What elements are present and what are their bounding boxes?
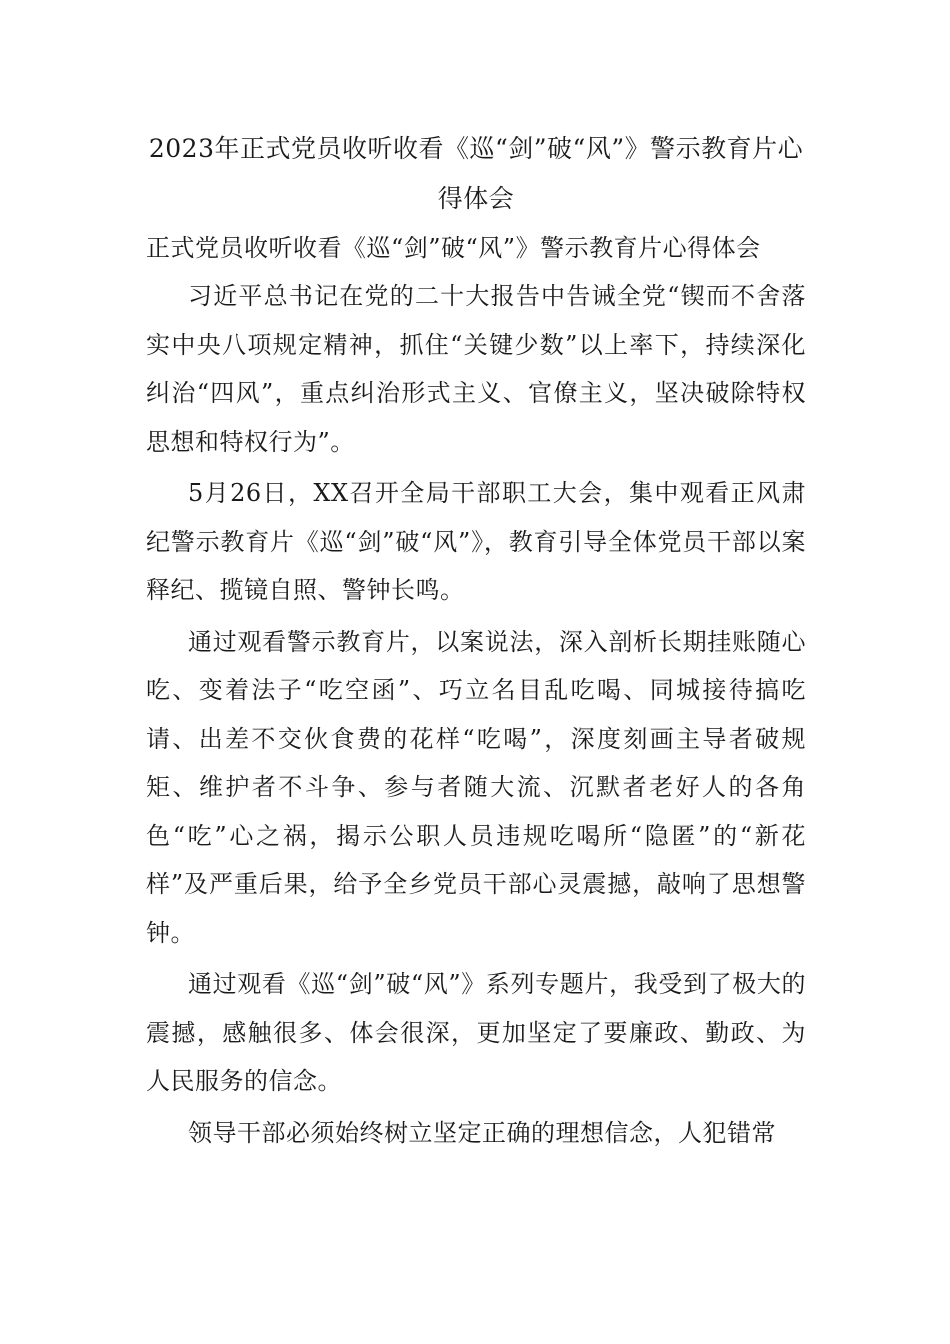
paragraph-3: 通过观看警示教育片，以案说法，深入剖析长期挂账随心吃、变着法子“吃空函”、巧立名目乱吃喝、同城接待搞吃请、出差不交伙食费的花样“吃喝”，深度刻画主导者破规矩、维护者不斗争、参与者随大流、沉默者老好人的各角色“吃”心之祸，揭示公职人员违规吃喝所“隐匿”的“新花样”及严重后果，给予全乡党员干部心灵震撼，敲响了思想警钟。 xyxy=(146,627,806,947)
paragraph-5: 领导干部必须始终树立坚定正确的理想信念，人犯错常 xyxy=(188,1118,776,1147)
document-title: 2023年正式党员收听收看《巡“剑”破“风”》警示教育片心得体会 xyxy=(148,134,804,213)
paragraph-2: 5月26日，XX召开全局干部职工大会，集中观看正风肃纪警示教育片《巡“剑”破“风”》，教育引导全体党员干部以案释纪、揽镜自照、警钟长鸣。 xyxy=(146,479,806,604)
document-subtitle: 正式党员收听收看《巡“剑”破“风”》警示教育片心得体会 xyxy=(146,234,761,262)
paragraph-4: 通过观看《巡“剑”破“风”》系列专题片，我受到了极大的震撼，感触很多、体会很深，更加坚定了要廉政、勤政、为人民服务的信念。 xyxy=(146,970,806,1095)
document-body xyxy=(146,124,806,1160)
paragraph-1: 习近平总书记在党的二十大报告中告诫全党“锲而不舍落实中央八项规定精神，抓住“关键少数”以上率下，持续深化纠治“四风”，重点纠治形式主义、官僚主义，坚决破除特权思想和特权行为”。 xyxy=(146,282,806,456)
